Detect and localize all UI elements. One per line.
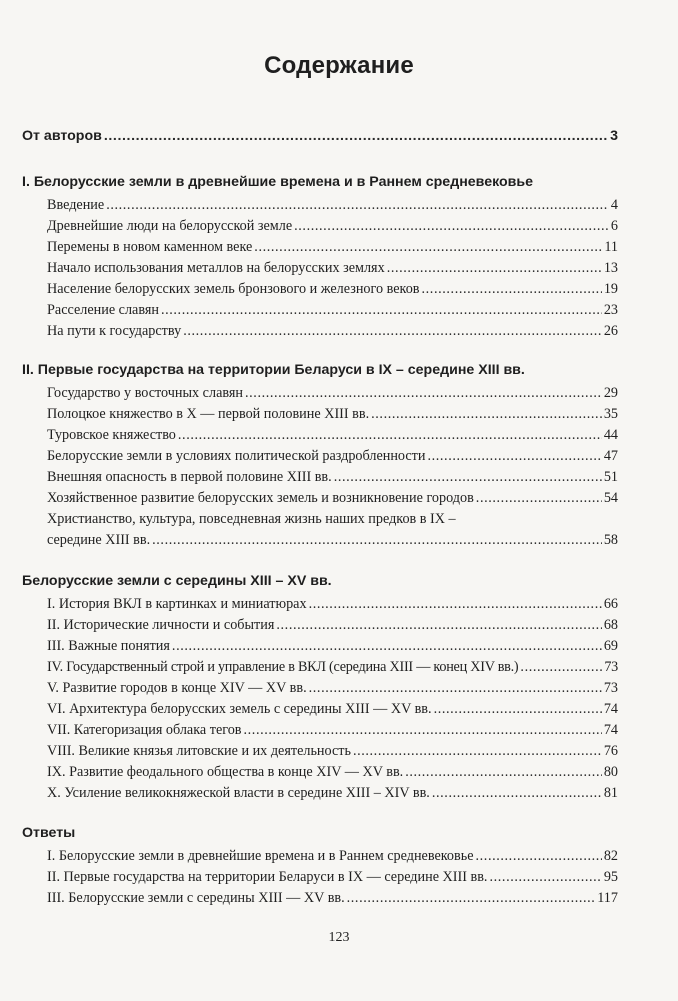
dot-leader <box>422 281 602 298</box>
toc-entry <box>47 617 618 634</box>
toc-entry-label: I. Белорусские земли в древнейшие времена и в Раннем средневековье <box>47 848 474 864</box>
dot-leader <box>183 323 602 340</box>
toc-entry <box>47 281 618 298</box>
dot-leader <box>244 722 602 739</box>
section-heading-1: I. Белорусские земли в древнейшие времена и в Раннем средневековье <box>22 174 534 190</box>
toc-entry-page: 47 <box>603 448 618 464</box>
dot-leader <box>347 890 596 907</box>
dot-leader <box>161 302 602 319</box>
dot-leader <box>178 427 602 444</box>
toc-entry <box>47 197 618 214</box>
toc-entry-page: 69 <box>603 638 618 654</box>
toc-entry-page: 51 <box>603 469 618 485</box>
dot-leader <box>353 743 602 760</box>
toc-entry <box>47 490 618 507</box>
toc-entry-label: От авторов <box>22 128 102 144</box>
toc-entry-page: 74 <box>603 722 618 738</box>
page-title: Содержание <box>264 52 414 79</box>
toc-entry-label: VI. Архитектура белорусских земель с середины XIII — XV вв. <box>47 701 432 717</box>
dot-leader <box>434 701 602 718</box>
dot-leader <box>371 406 602 423</box>
toc-entry-page: 74 <box>603 701 618 717</box>
toc-entry-page: 4 <box>610 197 618 213</box>
dot-leader <box>106 197 609 214</box>
toc-entry-page: 13 <box>603 260 618 276</box>
toc-entry <box>47 218 618 235</box>
toc-entry-label: III. Важные понятия <box>47 638 170 654</box>
toc-entry-authors <box>22 128 618 144</box>
toc-entry-label: Государство у восточных славян <box>47 385 243 401</box>
toc-entry-page: 82 <box>603 848 618 864</box>
toc-entry-label: Белорусские земли в условиях политической раздробленности <box>47 448 426 464</box>
toc-entry <box>47 722 618 739</box>
dot-leader <box>334 469 602 486</box>
dot-leader <box>489 869 601 886</box>
toc-entry-label: середине XIII вв. <box>47 532 151 548</box>
toc-entry-label: VIII. Великие князья литовские и их деятельность <box>47 743 351 759</box>
toc-entry <box>47 532 618 549</box>
toc-entry <box>47 596 618 613</box>
dot-leader <box>152 532 602 549</box>
toc-entry <box>47 764 618 781</box>
toc-entry-label: Расселение славян <box>47 302 159 318</box>
toc-entry <box>47 427 618 444</box>
dot-leader <box>254 239 602 256</box>
toc-entry-label: II. Исторические личности и события <box>47 617 275 633</box>
toc-entry <box>47 785 618 802</box>
toc-entry <box>47 743 618 760</box>
toc-entry-label-line1: Христианство, культура, повседневная жизнь наших предков в IX – <box>47 511 456 527</box>
toc-entry-label: Туровское княжество <box>47 427 176 443</box>
dot-leader <box>387 260 602 277</box>
toc-entry-label: Внешняя опасность в первой половине XIII вв. <box>47 469 332 485</box>
toc-entry-page: 76 <box>603 743 618 759</box>
toc-entry-label: I. История ВКЛ в картинках и миниатюрах <box>47 596 307 612</box>
toc-entry <box>47 680 618 697</box>
toc-entry-page: 73 <box>603 680 618 696</box>
toc-entry-page: 95 <box>603 869 618 885</box>
dot-leader <box>427 448 601 465</box>
toc-entry <box>47 448 618 465</box>
dot-leader <box>432 785 602 802</box>
toc-entry-label: IV. Государственный строй и управление в ВКЛ (середина XIII — конец XIV вв.) <box>47 659 519 675</box>
toc-entry <box>47 890 618 907</box>
dot-leader <box>104 128 608 144</box>
toc-entry-page: 35 <box>603 406 618 422</box>
toc-entry-page: 117 <box>597 890 618 906</box>
toc-entry-page: 19 <box>603 281 618 297</box>
dot-leader <box>476 490 602 507</box>
dot-leader <box>245 385 602 402</box>
toc-entry-page: 26 <box>603 323 618 339</box>
toc-entry-page: 73 <box>604 659 618 675</box>
section-heading-2: II. Первые государства на территории Беларуси в IX – середине XIII вв. <box>22 362 525 378</box>
section-heading-answers: Ответы <box>22 825 76 841</box>
toc-entry-page: 58 <box>603 532 618 548</box>
toc-entry-label: Перемены в новом каменном веке <box>47 239 253 255</box>
toc-entry-label: Введение <box>47 197 105 213</box>
toc-entry-label: II. Первые государства на территории Беларуси в IX — середине XIII вв. <box>47 869 488 885</box>
toc-entry-label: Полоцкое княжество в X — первой половине XIII вв. <box>47 406 370 422</box>
section-heading-3: Белорусские земли с середины XIII – XV вв. <box>22 573 332 589</box>
dot-leader <box>294 218 609 235</box>
dot-leader <box>309 596 602 613</box>
toc-entry-label: Начало использования металлов на белорусских землях <box>47 260 385 276</box>
toc-entry <box>47 260 618 277</box>
toc-entry-label: III. Белорусские земли с середины XIII — XV вв. <box>47 890 345 906</box>
toc-entry-page: 80 <box>603 764 618 780</box>
dot-leader <box>405 764 602 781</box>
toc-entry-label: Древнейшие люди на белорусской земле <box>47 218 293 234</box>
toc-entry-page: 6 <box>610 218 618 234</box>
toc-entry-page: 29 <box>603 385 618 401</box>
dot-leader <box>476 848 602 865</box>
toc-entry-page: 66 <box>603 596 618 612</box>
toc-entry <box>47 302 618 319</box>
toc-entry <box>47 638 618 655</box>
toc-entry-page: 54 <box>603 490 618 506</box>
page-number: 123 <box>328 930 350 945</box>
toc-entry-page: 68 <box>603 617 618 633</box>
toc-entry-page: 81 <box>603 785 618 801</box>
toc-entry <box>47 469 618 486</box>
toc-entry-label: Население белорусских земель бронзового и железного веков <box>47 281 420 297</box>
toc-entry-label: VII. Категоризация облака тегов <box>47 722 242 738</box>
toc-entry <box>47 869 618 886</box>
toc-entry-label: На пути к государству <box>47 323 182 339</box>
toc-entry-page: 44 <box>603 427 618 443</box>
toc-entry-page: 3 <box>610 128 618 144</box>
dot-leader <box>309 680 602 697</box>
toc-entry <box>47 659 618 676</box>
toc-entry <box>47 385 618 402</box>
toc-entry-label: Хозяйственное развитие белорусских земель и возникновение городов <box>47 490 474 506</box>
toc-entry <box>47 239 618 256</box>
dot-leader <box>172 638 602 655</box>
toc-entry-label: X. Усиление великокняжеской власти в середине XIII – XIV вв. <box>47 785 430 801</box>
toc-entry-label: V. Развитие городов в конце XIV — XV вв. <box>47 680 307 696</box>
toc-entry <box>47 701 618 718</box>
dot-leader <box>276 617 601 634</box>
toc-entry <box>47 848 618 865</box>
toc-entry <box>47 406 618 423</box>
dot-leader <box>520 659 602 676</box>
toc-entry <box>47 323 618 340</box>
toc-entry-page: 23 <box>603 302 618 318</box>
toc-entry-page: 11 <box>604 239 618 255</box>
toc-entry-label: IX. Развитие феодального общества в конце XIV — XV вв. <box>47 764 404 780</box>
